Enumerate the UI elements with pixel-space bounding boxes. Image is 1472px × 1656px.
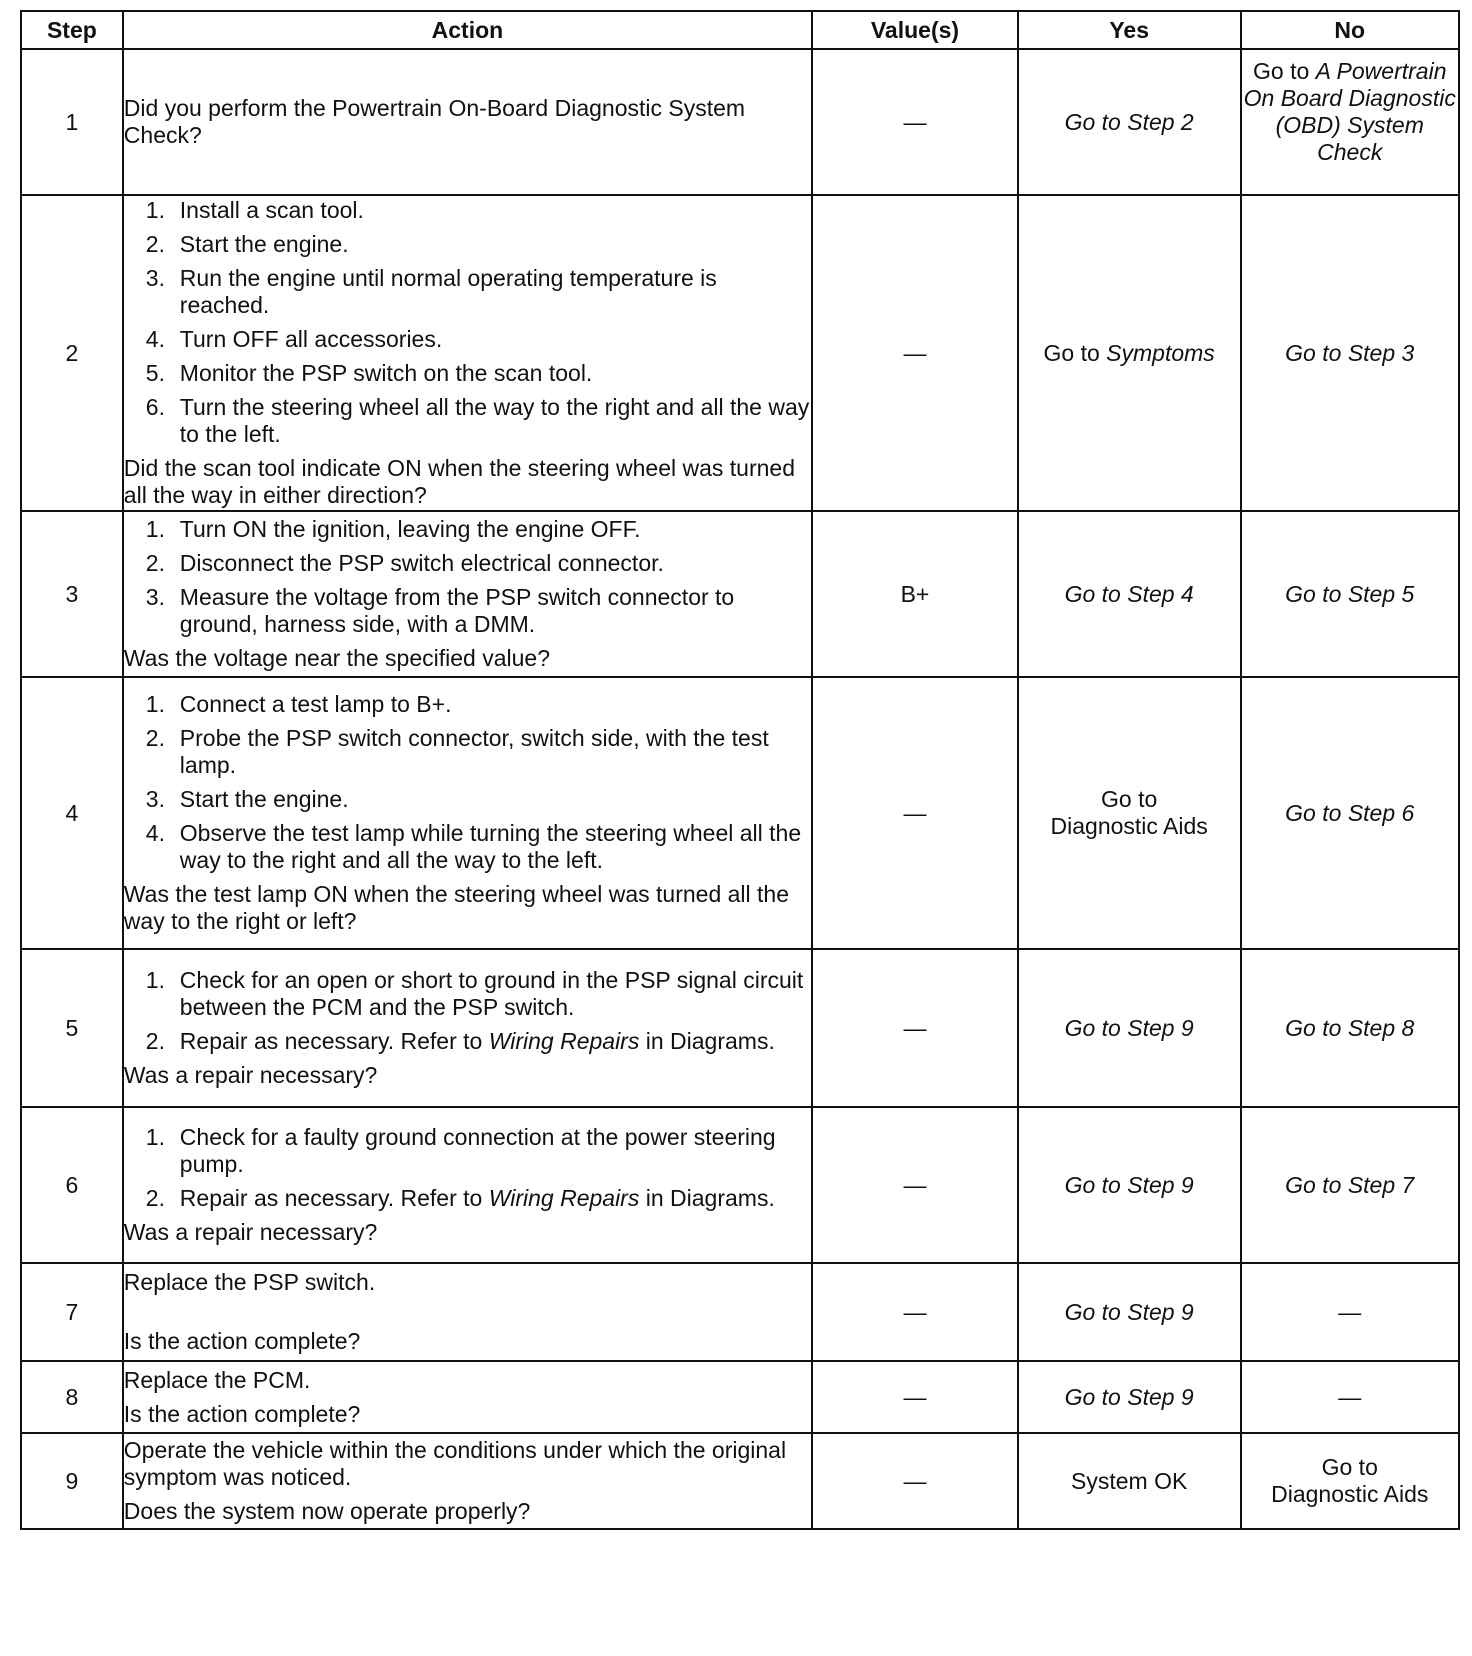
step-number: 3 xyxy=(21,511,123,677)
action-steps xyxy=(124,967,811,1055)
list-item-text: Monitor the PSP switch on the scan tool. xyxy=(179,360,593,386)
action-text: Operate the vehicle within the conditions under which the original symptom was noticed. xyxy=(123,1437,787,1490)
table-header-row xyxy=(21,11,1459,49)
no-line-1: Go to xyxy=(1321,1454,1378,1480)
header-yes: Yes xyxy=(1018,11,1241,49)
action-cell xyxy=(123,195,812,511)
list-item-text-after: in Diagrams. xyxy=(639,1185,775,1211)
action-text: Did you perform the Powertrain On-Board Diagnostic System Check? xyxy=(123,95,746,148)
list-item: 5. Monitor the PSP switch on the scan tool. xyxy=(145,360,593,386)
yes-link: Go to Step 9 xyxy=(1064,1298,1194,1325)
value-cell: — xyxy=(812,1433,1018,1529)
no-cell xyxy=(1241,1433,1460,1529)
header-step: Step xyxy=(21,11,123,49)
header-values: Value(s) xyxy=(812,11,1018,49)
table-row xyxy=(21,1107,1459,1263)
header-no: No xyxy=(1241,11,1460,49)
yes-link: Go to Step 9 xyxy=(1064,1014,1194,1041)
action-question: Was a repair necessary? xyxy=(123,1062,378,1088)
list-item-italic: Wiring Repairs xyxy=(488,1028,640,1054)
no-link: Go to Step 3 xyxy=(1285,339,1415,366)
value-cell: — xyxy=(812,1361,1018,1433)
step-number: 6 xyxy=(21,1107,123,1263)
list-item: 2. Probe the PSP switch connector, switch side, with the test lamp. xyxy=(145,725,769,778)
value-cell: — xyxy=(812,949,1018,1107)
table-row xyxy=(21,1263,1459,1361)
action-steps xyxy=(124,1124,811,1212)
list-item-text: Check for an open or short to ground in the PSP signal circuit between the PCM and the PSP switch. xyxy=(179,967,804,1020)
no-link: Go to Step 5 xyxy=(1285,580,1415,607)
list-item-text: Disconnect the PSP switch electrical connector. xyxy=(179,550,664,576)
action-cell xyxy=(123,1361,812,1433)
list-item-text: Start the engine. xyxy=(179,786,349,812)
action-cell xyxy=(123,1433,812,1529)
list-item-text: Check for a faulty ground connection at the power steering pump. xyxy=(179,1124,776,1177)
list-item-text-after: in Diagrams. xyxy=(639,1028,775,1054)
action-steps xyxy=(124,197,811,448)
value-cell: — xyxy=(812,49,1018,195)
action-steps xyxy=(124,516,811,638)
action-cell xyxy=(123,511,812,677)
yes-cell xyxy=(1018,949,1241,1107)
list-item-text: Connect a test lamp to B+. xyxy=(179,691,452,717)
list-item: 1. Check for a faulty ground connection at the power steering pump. xyxy=(145,1124,776,1177)
yes-cell xyxy=(1018,1107,1241,1263)
no-prefix: Go to xyxy=(1253,58,1316,84)
diagnostic-table xyxy=(20,10,1460,1530)
list-item: 1. Check for an open or short to ground in the PSP signal circuit between the PCM and the PSP switch. xyxy=(145,967,804,1020)
action-cell xyxy=(123,949,812,1107)
yes-prefix: Go to xyxy=(1043,339,1107,366)
step-number: 8 xyxy=(21,1361,123,1433)
yes-cell xyxy=(1018,511,1241,677)
action-question: Was the voltage near the specified value? xyxy=(123,645,550,671)
no-link: Go to Step 8 xyxy=(1285,1014,1415,1041)
table-row xyxy=(21,1361,1459,1433)
action-cell xyxy=(123,49,812,195)
no-link: Go to Step 7 xyxy=(1285,1171,1415,1198)
no-link: Go to Step 6 xyxy=(1285,799,1415,826)
no-line-2: Diagnostic Aids xyxy=(1271,1481,1429,1507)
list-item-text: Start the engine. xyxy=(179,231,349,257)
list-item-text: Install a scan tool. xyxy=(179,197,364,223)
table-row xyxy=(21,1433,1459,1529)
no-cell xyxy=(1241,195,1460,511)
yes-cell xyxy=(1018,49,1241,195)
header-action: Action xyxy=(123,11,812,49)
step-number: 5 xyxy=(21,949,123,1107)
list-item-text: Repair as necessary. Refer to xyxy=(179,1185,489,1211)
list-item: 3. Measure the voltage from the PSP switch connector to ground, harness side, with a DMM. xyxy=(145,584,735,637)
no-link: A Powertrain On Board Diagnostic (OBD) System Check xyxy=(1243,58,1456,165)
yes-link: Go to Step 9 xyxy=(1064,1171,1194,1198)
no-cell xyxy=(1241,949,1460,1107)
action-text: Replace the PSP switch. xyxy=(123,1269,376,1295)
yes-cell xyxy=(1018,195,1241,511)
table-row xyxy=(21,49,1459,195)
yes-cell xyxy=(1018,677,1241,949)
action-question: Was a repair necessary? xyxy=(123,1219,378,1245)
yes-line-2: Diagnostic Aids xyxy=(1050,813,1208,839)
list-item: 4. Observe the test lamp while turning the steering wheel all the way to the right and all the way to the left. xyxy=(145,820,802,873)
table-row xyxy=(21,511,1459,677)
step-number: 2 xyxy=(21,195,123,511)
list-item: 2. Repair as necessary. Refer to Wiring Repairs in Diagrams. xyxy=(145,1185,775,1211)
value-cell: B+ xyxy=(812,511,1018,677)
value-cell: — xyxy=(812,195,1018,511)
list-item: 1. Install a scan tool. xyxy=(145,197,364,223)
table-row xyxy=(21,677,1459,949)
list-item-text: Measure the voltage from the PSP switch connector to ground, harness side, with a DMM. xyxy=(179,584,735,637)
step-number: 4 xyxy=(21,677,123,949)
action-question: Did the scan tool indicate ON when the steering wheel was turned all the way in either direction? xyxy=(123,455,796,508)
list-item-text: Turn the steering wheel all the way to the right and all the way to the left. xyxy=(179,394,810,447)
list-item: 1. Connect a test lamp to B+. xyxy=(145,691,452,717)
yes-cell: System OK xyxy=(1018,1433,1241,1529)
action-question: Is the action complete? xyxy=(123,1400,361,1427)
value-cell: — xyxy=(812,1107,1018,1263)
action-cell xyxy=(123,1263,812,1361)
no-cell xyxy=(1241,677,1460,949)
action-question: Does the system now operate properly? xyxy=(123,1498,531,1524)
list-item: 3. Run the engine until normal operating temperature is reached. xyxy=(145,265,717,318)
action-question: Was the test lamp ON when the steering wheel was turned all the way to the right or left? xyxy=(123,881,789,934)
list-item-text: Probe the PSP switch connector, switch side, with the test lamp. xyxy=(179,725,769,778)
list-item: 3. Start the engine. xyxy=(145,786,349,812)
step-number: 7 xyxy=(21,1263,123,1361)
no-cell xyxy=(1241,49,1460,195)
no-cell: — xyxy=(1241,1263,1460,1361)
yes-line-1: Go to xyxy=(1101,786,1158,812)
action-cell xyxy=(123,1107,812,1263)
yes-cell xyxy=(1018,1361,1241,1433)
list-item-text: Turn ON the ignition, leaving the engine OFF. xyxy=(179,516,641,542)
value-cell: — xyxy=(812,677,1018,949)
step-number: 9 xyxy=(21,1433,123,1529)
yes-link: Symptoms xyxy=(1106,339,1215,366)
list-item: 2. Repair as necessary. Refer to Wiring Repairs in Diagrams. xyxy=(145,1028,775,1054)
step-number: 1 xyxy=(21,49,123,195)
yes-link: Go to Step 2 xyxy=(1064,108,1194,135)
action-question: Is the action complete? xyxy=(123,1328,361,1354)
action-steps xyxy=(124,691,811,874)
no-cell xyxy=(1241,511,1460,677)
yes-cell xyxy=(1018,1263,1241,1361)
list-item-text: Turn OFF all accessories. xyxy=(179,326,443,352)
list-item-italic: Wiring Repairs xyxy=(488,1185,640,1211)
table-row xyxy=(21,949,1459,1107)
value-cell: — xyxy=(812,1263,1018,1361)
no-cell: — xyxy=(1241,1361,1460,1433)
list-item: 1. Turn ON the ignition, leaving the engine OFF. xyxy=(145,516,641,542)
yes-link: Go to Step 4 xyxy=(1064,580,1194,607)
action-cell xyxy=(123,677,812,949)
list-item-text: Observe the test lamp while turning the steering wheel all the way to the right and all the way to the left. xyxy=(179,820,802,873)
list-item: 4. Turn OFF all accessories. xyxy=(145,326,443,352)
list-item-text: Run the engine until normal operating temperature is reached. xyxy=(179,265,717,318)
table-row xyxy=(21,195,1459,511)
list-item-text: Repair as necessary. Refer to xyxy=(179,1028,489,1054)
action-text: Replace the PCM. xyxy=(123,1366,311,1393)
no-cell xyxy=(1241,1107,1460,1263)
list-item: 6. Turn the steering wheel all the way to the right and all the way to the left. xyxy=(145,394,810,447)
list-item: 2. Disconnect the PSP switch electrical connector. xyxy=(145,550,664,576)
yes-link: Go to Step 9 xyxy=(1064,1383,1194,1410)
list-item: 2. Start the engine. xyxy=(145,231,349,257)
